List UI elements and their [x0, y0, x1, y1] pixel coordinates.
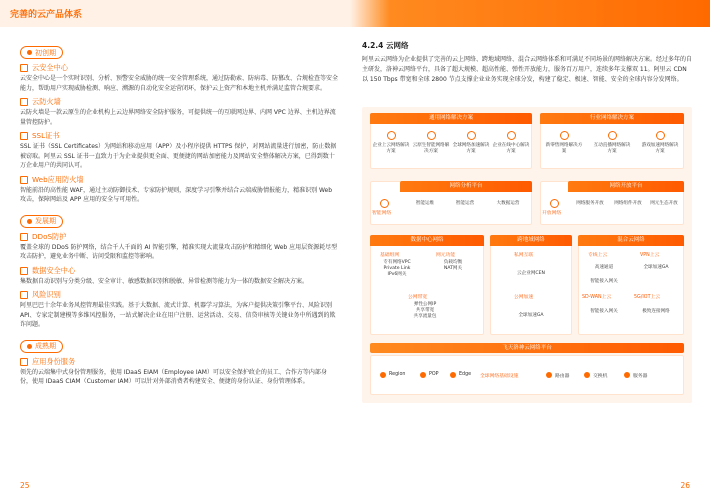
side-label: 开放网络 — [542, 211, 562, 216]
group-title: 公网加速 — [514, 295, 534, 300]
infra-item: Edge — [459, 372, 472, 377]
box-title: 网络开放平台 — [568, 181, 684, 192]
hybrid-item: 全球加速GA — [643, 265, 669, 270]
solution-item: 全球网络加速解决方案 — [452, 143, 490, 154]
page-number-right: 26 — [680, 481, 690, 490]
square-icon — [20, 98, 28, 106]
square-icon — [20, 233, 28, 241]
group-title: 5G/IOT上云 — [634, 295, 661, 300]
hybrid-item: 智能接入网关 — [590, 279, 618, 284]
platform-title-bar: 飞天洛神云网络平台 — [370, 343, 684, 353]
box-title: 混合云网络 — [578, 235, 684, 246]
infra-item: 全球网络基础设施 — [480, 374, 519, 379]
infra-item: 交换机 — [593, 374, 608, 379]
pop-icon — [420, 372, 426, 378]
header-title: 完善的云产品体系 — [10, 10, 83, 20]
square-icon — [20, 358, 28, 366]
solution-item: 新零售网络解决方案 — [545, 143, 583, 154]
dot-icon — [27, 50, 32, 55]
top-banner — [0, 0, 710, 27]
platform-item: 网络服务开放 — [576, 201, 604, 206]
platform-item: 网络组件开放 — [614, 201, 642, 206]
stage-tag-startup — [20, 46, 63, 59]
section-text: SSL 证书（SSL Certificates）为网站和移动应用（APP）及小程序提供 HTTPS 保护，对网站流量进行加密，防止数据被窃取。阿里云 SSL 证书一直致力于为企业提供更全面、更便捷的网站加密能力及网站安全整体解决方案，已得到数十万企业用户的共同认可。 — [20, 143, 337, 169]
section-text: 覆盖全球的 DDoS 防护网络，结合千人千面的 AI 智能引擎，精准实现大流量攻击防护和精细化 Web 应用层资源耗尽型攻击防护，避免业务中断、访问受限和监控等影响。 — [20, 243, 338, 260]
dc-item: 共享带宽 — [415, 308, 435, 313]
stage-tag-label: 发展期 — [35, 217, 56, 225]
box-title: 通用网络解决方案 — [370, 113, 532, 124]
solution-item: 云原生智能网络解决方案 — [412, 143, 450, 154]
hybrid-cloud-network-box — [578, 235, 684, 335]
server-icon — [624, 372, 630, 378]
section-paragraph: 阿里云云网络为企业提供了完善的云上网络、跨地域网络、混合云网络体系和可满足不同场景的网络解决方案。经过多年的自主研发，洛神云网络平台，具备了超大规模、超高性能、弹性开放能力，服务百万用户，连续多年支撑双 11。阿里云 CDN 以 150 Tbps 带宽和全球 2800 节点支撑企业业务实现全球分发，构建了稳定、极速、智能、安全的全球内容分发网络。 — [362, 56, 693, 83]
group-title: 公网带宽 — [408, 295, 428, 300]
section-title: 云防火墙 — [32, 97, 61, 106]
dc-item: Private Link — [383, 266, 411, 271]
accelerate-icon — [467, 131, 476, 140]
right-column — [362, 40, 692, 85]
left-column — [20, 40, 338, 391]
group-title: 专线上云 — [588, 253, 608, 258]
switch-icon — [584, 372, 590, 378]
dc-item: 弹性公网IP — [413, 302, 437, 307]
infra-item: Region — [389, 372, 406, 377]
platform-item: 网元生态开放 — [650, 201, 678, 206]
square-icon — [20, 176, 28, 184]
box-title: 行业网络解决方案 — [540, 113, 684, 124]
solution-item: 企业在线中心解决方案 — [492, 143, 530, 154]
solution-item: 企业上云网络解决方案 — [372, 143, 410, 154]
section-idaas — [20, 357, 338, 387]
infra-item: 路由器 — [555, 374, 570, 379]
hybrid-item: 智能接入网关 — [590, 309, 618, 314]
cloud-icon — [427, 131, 436, 140]
square-icon — [20, 64, 28, 72]
network-architecture-diagram — [362, 107, 692, 403]
section-title: SSL证书 — [32, 131, 60, 140]
general-solutions-box — [370, 113, 532, 169]
hybrid-item: 极致连接网络 — [642, 309, 670, 314]
box-title: 数据中心网络 — [370, 235, 484, 246]
stage-tag-mature — [20, 340, 63, 353]
hybrid-item: 高速通道 — [594, 265, 614, 270]
section-waf — [20, 175, 338, 205]
cross-item: 全球加速GA — [518, 313, 544, 318]
edge-icon — [450, 372, 456, 378]
cross-region-network-box — [490, 235, 572, 335]
box-title: 跨地域网络 — [490, 235, 572, 246]
infra-item: 服务器 — [633, 374, 648, 379]
region-icon — [380, 372, 386, 378]
center-icon — [507, 131, 516, 140]
section-title: Web应用防火墙 — [32, 174, 84, 184]
box-title: 网络分析平台 — [400, 181, 532, 192]
section-ssl-certificate — [20, 131, 338, 171]
dot-icon — [27, 219, 32, 224]
dc-item: 专有网络VPC — [383, 260, 411, 265]
live-stream-icon — [608, 131, 617, 140]
section-risk — [20, 290, 338, 330]
section-cloud-firewall — [20, 97, 338, 127]
dot-icon — [27, 344, 32, 349]
group-title: VPN上云 — [640, 253, 660, 258]
platform-item: 智能运维 — [415, 201, 435, 206]
retail-icon — [560, 131, 569, 140]
section-text: 领先的云端集中式身份管理服务，使用 IDaaS EIAM（Employee IAM）可以安全保护政企的员工、合作方等内部身份，使用 IDaaS CIAM（Customer IAM）可以针对外部消费者构建安全、便捷的身份认证、身份管理体系。 — [20, 368, 327, 385]
smart-network-icon — [380, 199, 389, 208]
section-title: 云安全中心 — [32, 63, 68, 72]
infrastructure-box — [370, 355, 684, 395]
section-title: DDoS防护 — [32, 231, 67, 241]
square-icon — [20, 267, 28, 275]
section-title: 风险识别 — [32, 290, 61, 299]
datacenter-network-box — [370, 235, 484, 335]
side-label: 智能网络 — [372, 211, 392, 216]
dc-item: 共享流量包 — [413, 314, 437, 319]
section-heading: 4.2.4 云网络 — [362, 41, 409, 50]
industry-solutions-box — [540, 113, 684, 169]
group-title: 基础组网 — [380, 253, 400, 258]
router-icon — [546, 372, 552, 378]
section-text: 阿里巴巴十余年业务风控管理最佳实践。基于大数据、流式计算、机器学习算法，为客户提供决策引擎平台、风险识别 API、专家定制建模等多维风控服务，一站式解决企业在用户注册、运营活动、交易、信贷审核等关键业务中所遇到的欺诈问题。 — [20, 302, 336, 328]
cross-item: 云企业网CEN — [517, 271, 545, 276]
globe-icon — [387, 131, 396, 140]
stage-tag-label: 成熟期 — [35, 342, 56, 350]
section-title: 数据安全中心 — [32, 265, 76, 275]
square-icon — [20, 132, 28, 140]
open-platform-box — [540, 181, 684, 225]
game-icon — [656, 131, 665, 140]
infra-item: POP — [429, 372, 439, 377]
dc-item: 负载均衡 — [443, 260, 463, 265]
platform-item: 智能运营 — [455, 201, 475, 206]
solution-item: 游戏加速网络解决方案 — [641, 143, 679, 154]
section-ddos — [20, 232, 338, 262]
section-text: 智能前沿的高性能 WAF，通过主动防御技术、专家防护规则，深度学习引擎并结合云端威胁情报能力，精准识别 Web 攻击，保障网站及 APP 应用的安全与可用性。 — [20, 186, 333, 203]
square-icon — [20, 291, 28, 299]
solution-item: 互动直播网络解决方案 — [593, 143, 631, 154]
section-text: 云安全中心是一个实时识别、分析、预警安全威胁的统一安全管理系统，通过防勒索、防病毒、防篡改、合规检查等安全能力，帮助用户实现威胁检测、响应、溯源的自动化安全运营闭环，保护云上资产和本地主机并满足监管合规要求。 — [20, 75, 339, 92]
group-title: 网元功能 — [436, 253, 456, 258]
page-number-left: 25 — [20, 481, 30, 490]
dc-item: IPv6网关 — [387, 272, 407, 277]
section-text: 云防火墙是一款云原生的企业机构上云边界网络安全防护服务，可提供统一的互联网边界、内网 VPC 边界、主机边界流量管控防护。 — [20, 109, 336, 126]
stage-tag-label: 初创期 — [35, 48, 56, 57]
section-data-security — [20, 266, 338, 287]
section-security-center — [20, 63, 338, 93]
dc-item: NAT网关 — [443, 266, 463, 271]
section-title: 应用身份服务 — [32, 356, 76, 366]
platform-item: 大数据运营 — [496, 201, 520, 206]
stage-tag-growth — [20, 215, 63, 228]
open-network-icon — [550, 199, 559, 208]
section-text: 集数据自动识别与分类分级、安全审计、敏感数据识别和脱敏、异常检测等能力为一体的数据安全解决方案。 — [20, 277, 309, 285]
group-title: 私网互联 — [514, 253, 534, 258]
group-title: SD-WAN上云 — [582, 295, 612, 300]
analytics-platform-box — [370, 181, 532, 225]
